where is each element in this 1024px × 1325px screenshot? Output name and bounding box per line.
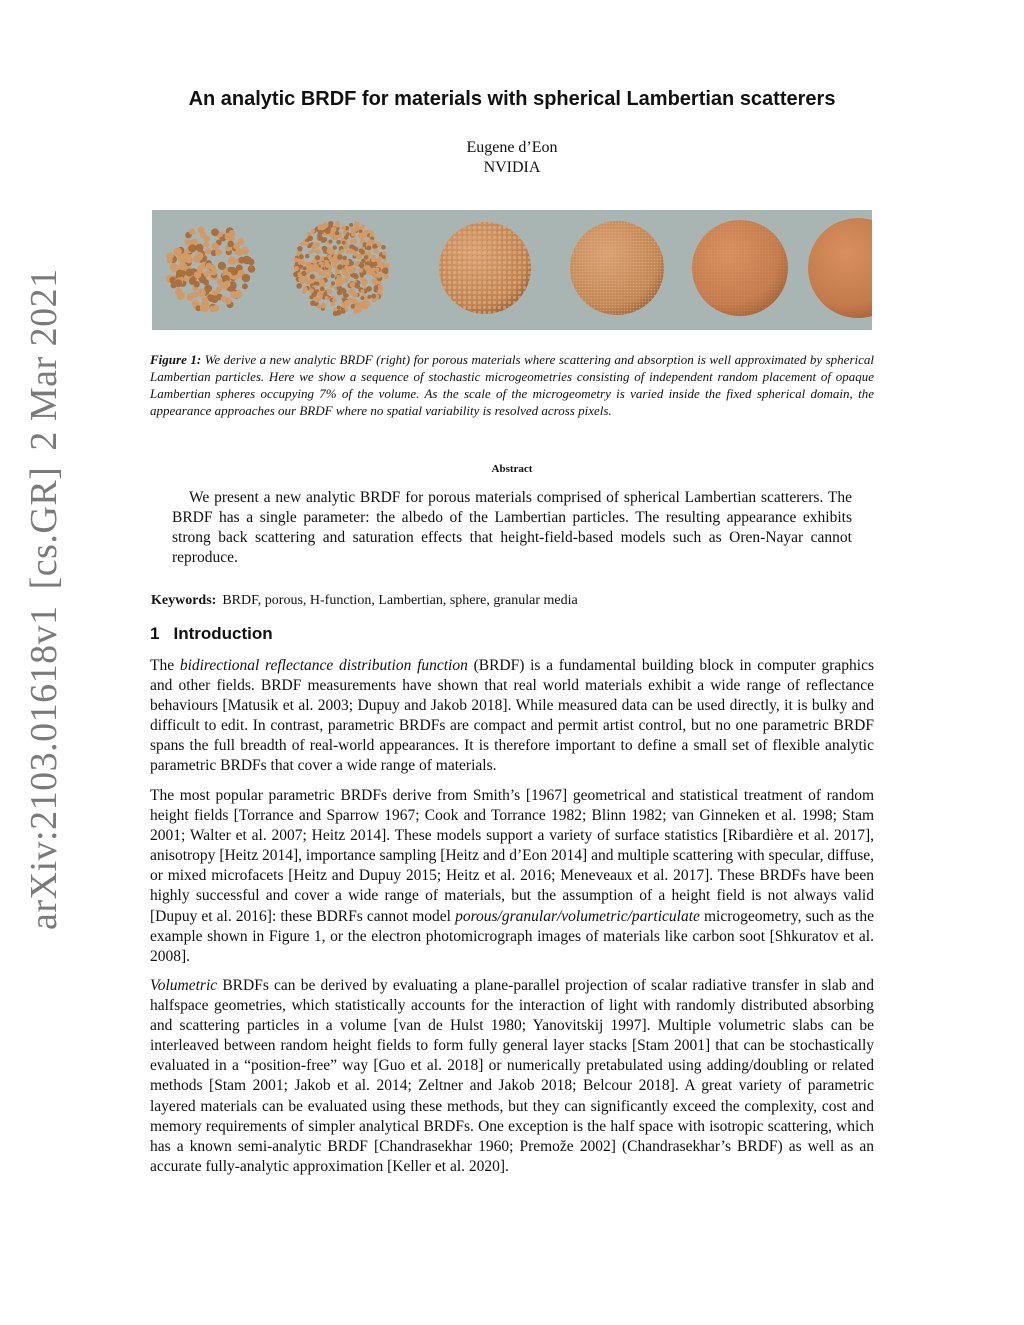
particle [383,267,389,273]
particle [337,254,343,260]
particle [185,239,191,245]
particle [330,257,335,262]
particle [343,293,348,298]
particle [353,252,358,257]
abstract-text: We present a new analytic BRDF for porous materials comprised of spherical Lambertian scatterers. The BRDF has a single parameter: the albedo of the Lambertian particles. The resulting appearance exhibits strong back scattering and saturation effects that height-field-based models such as Oren-Nayar cannot reproduce. [172,489,852,566]
particle [218,262,226,270]
intro-paragraph-2 [150,786,874,967]
arxiv-id: arXiv:2103.01618v1 [23,605,65,930]
particle [203,242,209,248]
particle [345,275,350,280]
particle [350,282,356,288]
particle [333,236,337,240]
particle [349,223,353,227]
particle [318,224,323,229]
particle [323,222,329,228]
particle [317,233,322,238]
particle [298,277,303,282]
particle [370,230,374,234]
particle [175,288,183,296]
particle [352,292,358,298]
particle [361,224,365,228]
particle [367,246,372,251]
particle [301,271,306,276]
particle [189,229,195,235]
arxiv-date: 2 Mar 2021 [23,268,65,451]
particle [337,275,341,279]
particle [293,258,298,263]
particle [354,247,358,251]
particle [310,300,316,306]
particle [315,249,321,255]
particle [345,300,351,306]
particle [363,299,368,304]
section-heading-introduction [150,624,273,644]
particle [228,257,236,265]
figure-caption [150,351,874,419]
particle [349,261,354,266]
particle [216,286,222,292]
particle [186,269,194,277]
particle [342,270,347,275]
section-title: Introduction [173,624,273,643]
figure-label: Figure 1: [150,352,202,367]
particle [362,283,366,287]
particle [360,249,365,254]
particle [206,263,212,269]
particle [359,263,364,268]
particle [242,274,251,283]
particle [211,243,219,251]
particle [308,236,314,242]
particle [309,264,314,269]
p2-emphasis: porous/granular/volumetric/particulate [455,907,700,925]
particle [336,240,341,245]
particle [317,297,321,301]
particle [309,295,313,299]
section-number: 1 [150,624,160,643]
particle [311,229,315,233]
particle [224,297,231,304]
keywords [151,593,875,609]
p1-text-a: The [150,657,180,674]
particle [377,242,382,247]
particle [331,274,335,278]
particle [294,266,299,271]
particle [207,294,213,300]
particle [371,294,376,299]
particle [167,258,173,264]
particle [328,221,333,226]
particle [312,244,317,249]
particle [309,288,314,293]
particle [325,228,331,234]
particle [242,283,248,289]
particle [367,295,371,299]
particle [361,259,366,264]
particle [304,242,309,247]
particle [300,242,304,246]
particle [333,311,338,316]
particle [203,279,209,285]
particle [325,263,330,268]
particle [310,274,315,279]
particle [373,248,378,253]
particle [320,287,325,292]
particle [342,310,346,314]
particle [308,268,312,272]
particle [299,254,304,259]
particle [221,282,229,290]
particle [363,230,368,235]
particle [383,274,389,280]
particle [297,246,302,251]
particle [371,254,376,259]
particle [359,301,363,305]
particle [193,292,199,298]
particle [351,231,356,236]
particle [198,226,205,233]
particle [320,271,325,276]
particle [353,274,358,279]
abstract-heading: Abstract [491,463,533,475]
particle [231,268,238,275]
particle [331,227,336,232]
particle [234,290,242,298]
particle [371,240,376,245]
particle [341,288,345,292]
arxiv-category: [cs.GR] [23,466,65,590]
particle [185,255,193,263]
author-affiliation: NVIDIA [483,159,541,176]
sphere-3-medium [439,222,531,314]
particle [227,241,234,248]
particle [304,280,309,285]
particle [359,268,364,273]
particle [229,230,236,237]
particle [322,237,327,242]
particle [359,305,364,310]
particle [329,240,333,244]
particle [198,289,206,297]
particle [325,296,329,300]
particle [360,289,364,293]
particle [343,245,347,249]
particle [200,304,208,312]
particle [321,303,326,308]
sphere-4-fine [570,221,664,315]
particle [248,265,256,273]
particle [303,287,307,291]
particle [303,266,307,270]
particle [195,252,203,260]
particle [376,272,382,278]
particle [332,298,337,303]
particle [170,263,177,270]
particle [344,235,349,240]
keywords-text: BRDF, porous, H-function, Lambertian, sphere, granular media [222,593,578,608]
particle [196,244,204,252]
particle [171,282,177,288]
p3-text-b: BRDFs can be derived by evaluating a plane-parallel projection of scalar radiative transfer in slab and halfspace geometries, which statistically accounts for the interaction of light with randomly distributed absorbing and scattering particles in a volume [van de Hulst 1980; Yanovitskij 1997]. Multiple volumetric slabs can be interleaved between random height fields to form fully general layer stacks [Stam 2001] that can be stochastically evaluated in a “position-free” way [Guo et al. 2018] or numerically pretabulated using adding/doubling or related methods [Stam 2001; Jakob et al. 2014; Zeltner and Jakob 2018; Belcour 2018]. A great variety of parametric layered materials can be evaluated using these methods, but they can significantly exceed the complexity, cost and memory requirements of simpler analytical BRDFs. One exception is the half space with isotropic scattering, which has a known semi-analytic BRDF [Chandrasekhar 1960; Premože 2002] (Chandrasekhar’s BRDF) as well as an accurate fully-analytic approximation [Keller et al. 2020]. [150,977,874,1175]
particle [381,245,386,250]
particle [382,251,386,255]
particle [179,262,187,270]
particle [178,254,186,262]
particle [211,228,219,236]
particle [350,227,354,231]
particle [311,249,315,253]
particle [315,255,320,260]
particle [186,293,193,300]
particle [348,289,353,294]
particle [343,256,347,260]
particle [189,277,196,284]
particle [335,231,339,235]
intro-paragraph-1 [150,656,874,777]
arxiv-identifier [22,268,66,930]
particle [317,304,322,309]
particle [379,263,384,268]
particle [378,284,382,288]
particle [320,279,325,284]
particle [341,226,346,231]
particle [352,299,357,304]
particle [327,289,333,295]
particle [188,244,196,252]
particle [331,281,335,285]
particle [375,268,380,273]
particle [370,263,375,268]
author-name: Eugene d’Eon [466,139,558,156]
particle [343,230,347,234]
particle [194,271,201,278]
particle [248,259,255,266]
sphere-5-very-fine [692,220,788,316]
keywords-label: Keywords: [151,593,217,608]
particle [349,269,354,274]
p3-emphasis: Volumetric [150,977,218,994]
teaser-figure [152,210,872,330]
particle [212,305,219,312]
particle [322,246,328,252]
p1-emphasis: bidirectional reflectance distribution function [179,657,468,674]
particle [204,236,210,242]
particle [344,266,348,270]
intro-paragraph-3 [150,976,874,1177]
particle [305,254,309,258]
figure-caption-text: We derive a new analytic BRDF (right) for porous materials where scattering and absorption is well approximated by spherical Lambertian particles. Here we show a sequence of stochastic microgeometries consisting of independent random placement of opaque Lambertian spheres occupying 7% of the volume. As the scale of the microgeometry is varied inside the fixed spherical domain, the appearance approaches our BRDF where no spatial variability is resolved across pixels. [150,352,874,418]
p2-text-b: microgeometry, such as the example shown in Figure 1, or the electron photomicrograph images of materials like carbon soot [Shkuratov et al. 2008]. [150,907,874,965]
particle [342,241,346,245]
particle [360,296,364,300]
particle [215,249,222,256]
particle [316,267,321,272]
particle [335,222,340,227]
particle [336,282,341,287]
particle [354,222,360,228]
particle [352,239,357,244]
p2-text-a: The most popular parametric BRDFs derive from Smith’s [1967] geometrical and statistical treatment of random height fields [Torrance and Sparrow 1967; Cook and Torrance 1982; Blinn 1982; van Ginneken et al. 1998; Stam 2001; Walter et al. 2007; Heitz 2014]. These models support a variety of surface statistics [Ribardière et al. 2017], anisotropy [Heitz 2014], importance sampling [Heitz and d’Eon 2014] and multiple scattering with specular, diffuse, or mixed microfacets [Heitz and Dupuy 2015; Heitz et al. 2016; Meneveaux et al. 2017]. These BRDFs have been highly successful and cover a wide range of materials, but the assumption of a height field is not always valid [Dupuy et al. 2016]: these BDRFs cannot model [150,787,874,925]
particle [340,249,344,253]
particle [315,282,319,286]
particle [233,243,240,250]
paper-title: An analytic BRDF for materials with spherical Lambertian scatterers [188,88,836,110]
particle [337,306,341,310]
particle [351,304,355,308]
particle [371,279,376,284]
particle [298,259,303,264]
particle [337,264,343,270]
particle [333,245,337,249]
p1-text-b: (BRDF) is a fundamental building block in computer graphics and other fields. BRDF measurements have shown that real world materials exhibit a wide range of reflectance behaviours [Matusik et al. 2003; Dupuy and Jakob 2018]. While measured data can be used directly, it is bulky and difficult to edit. In contrast, parametric BRDFs are compact and permit artist control, but no one parametric BRDF spans the full breadth of real-world appearances. It is therefore important to define a small set of flexible analytic parametric BRDFs that cover a wide range of materials. [150,657,874,775]
particle [176,270,184,278]
particle [205,248,211,254]
